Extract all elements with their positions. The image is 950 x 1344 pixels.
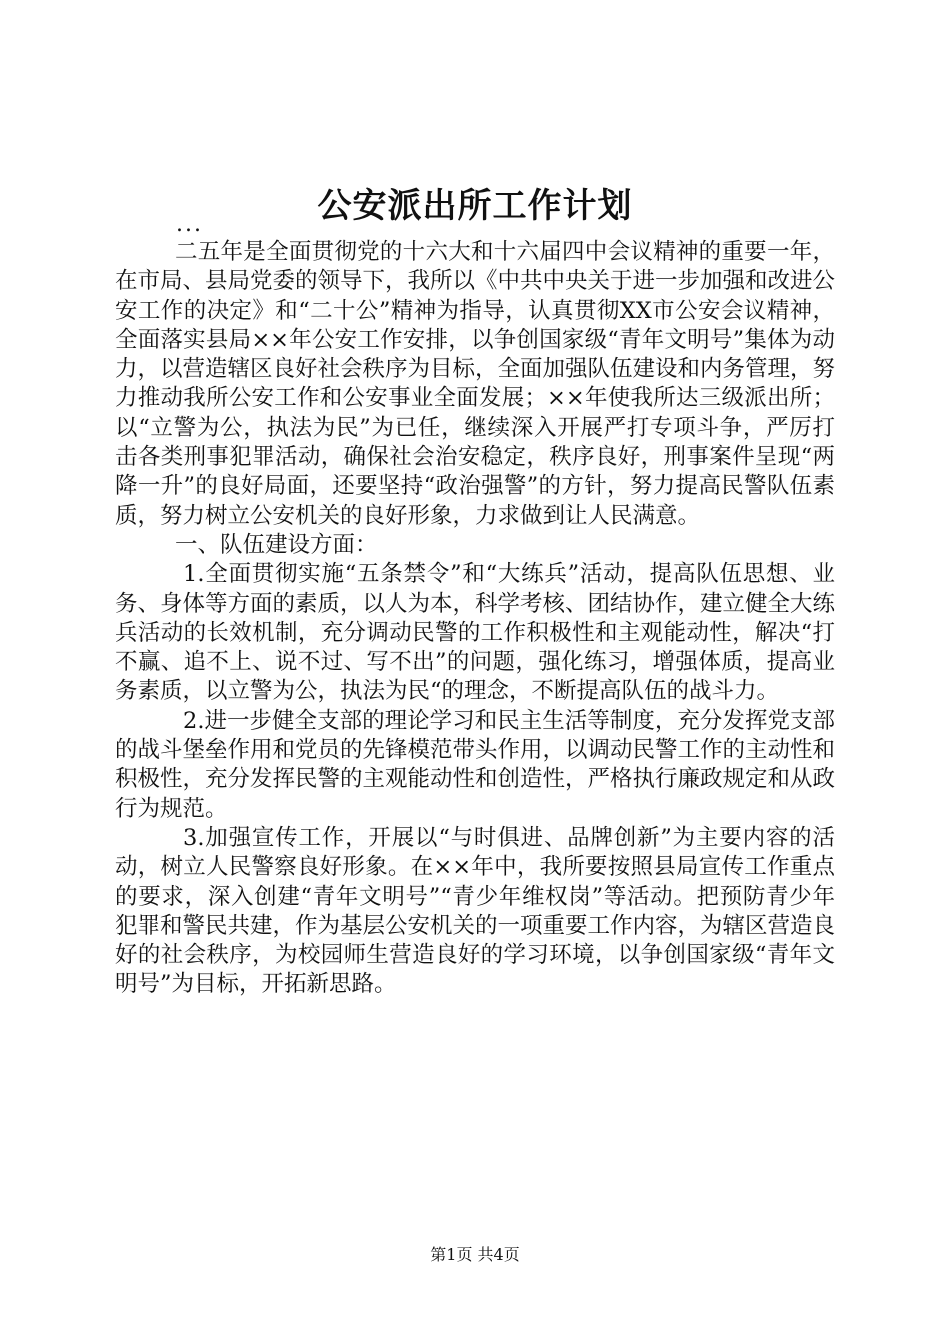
document-body [115,238,835,1000]
ellipsis-marker: ... [176,212,203,237]
intro-paragraph: 二五年是全面贯彻党的十六大和十六届四中会议精神的重要一年，在市局、县局党委的领导下，我所以《中共中央关于进一步加强和改进公安工作的决定》和“二十公”精神为指导，认真贯彻XX市公安会议精神，全面落实县局××年公安工作安排，以争创国家级“青年文明号”集体为动力，以营造辖区良好社会秩序为目标，全面加强队伍建设和内务管理，努力推动我所公安工作和公安事业全面发展；××年使我所达三级派出所；以“立警为公，执法为民”为已任，继续深入开展严打专项斗争，严厉打击各类刑事犯罪活动，确保社会治安稳定，秩序良好，刑事案件呈现“两降一升”的良好局面，还要坚持“政治强警”的方针，努力提高民警队伍素质，努力树立公安机关的良好形象，力求做到让人民满意。 [115,239,836,529]
list-item-3: 3.加强宣传工作，开展以“与时俱进、品牌创新”为主要内容的活动，树立人民警察良好形象。在××年中，我所要按照县局宣传工作重点的要求，深入创建“青年文明号”“青少年维权岗”等活动。把预防青少年犯罪和警民共建，作为基层公安机关的一项重要工作内容，为辖区营造良好的社会秩序，为校园师生营造良好的学习环境，以争创国家级“青年文明号”为目标，开拓新思路。 [115,824,836,998]
page-footer: 第1页 共4页 [430,1245,520,1264]
list-item-2: 2.进一步健全支部的理论学习和民主生活等制度，充分发挥党支部的战斗堡垒作用和党员的先锋模范带头作用，以调动民警工作的主动性和积极性，充分发挥民警的主观能动性和创造性，严格执行廉政规定和从政行为规范。 [115,707,836,822]
document-title: 公安派出所工作计划 [317,186,633,226]
list-item-1: 1.全面贯彻实施“五条禁令”和“大练兵”活动，提高队伍思想、业务、身体等方面的素质，以人为本，科学考核、团结协作，建立健全大练兵活动的长效机制，充分调动民警的工作积极性和主观能动性，解决“打不赢、追不上、说不过、写不出”的问题，强化练习，增强体质，提高业务素质，以立警为公，执法为民“的理念，不断提高队伍的战斗力。 [115,561,836,705]
section-heading-team-building: 一、队伍建设方面： [175,531,378,558]
